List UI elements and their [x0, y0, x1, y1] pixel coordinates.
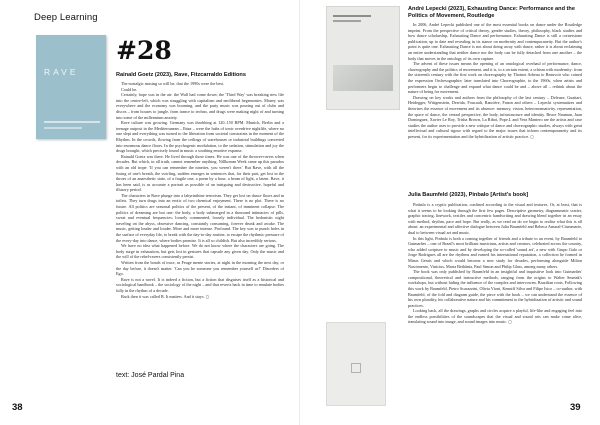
right-page [300, 0, 600, 425]
issue-number: #28 [116, 36, 172, 65]
review-paragraph: We have no idea what happened before. We do not know where the characters are going. The body surge in exhaustion, but gets lost in gestures that capsule any given day. Only the music and the will of the rebel-ravers consistently persist. [116, 243, 284, 260]
review-paragraph: The nostalgic musing so will be, that the 1990s were the best. [121, 81, 225, 86]
book-cover-rave [36, 35, 106, 139]
book-cover-decoration [333, 20, 361, 22]
section-label: Deep Learning [34, 12, 98, 23]
review-paragraph: In this light, Pinbalo is both a coming together of friends and a tribute to an event, by Baumfeld to Guimarães – one of Brazil's most brilliant musicians, artists and creators, celebrated across the country, who added scripture to music and by developing the so-called 'sound art', a new with Grupo Galo or Jorge Rodrigues all are the rhythms and earned his international reputation, a collection he formed in Minas Gerais and which would become a new study for decades, performing alongside Milton Nascimento, Vinicius, Maria Bethânia, Paul Simon and Philip Glass, among many others. [408, 235, 582, 269]
review-paragraph: Looking back, all the drawings, graphs and circles acquire a playful, life-like and engaging feel into the endless possibilities of the soundscapes that the visual and sound arts can make come alive, translating sound into image, and sound images into music. ◻ [408, 308, 582, 325]
review-paragraph: Pinbalo is a cryptic publication, confined according to the visual and textures. Or, at least, that is what it seems to be looking through the first few pages. Descriptive geometry, diagrammatic scatter, graphic tracing, linework, textiles and concentric handwriting and drawing blend together in an essay with method, rhythm, pace and hope. But really, as we read on do we begin to realise what this is all about: an experimental and affective dialogue between Julia Baumfeld and Rebeca Amaral-Ciurumarie, dual to between visual art and music. [408, 202, 582, 235]
review-paragraph: The advent of these issues means the opening of an ontological overhaul of performance, dance, choreography and the politics of movement, and it is, to a certain extent, a schism with modernity: from the sixteenth century with the first work on choreography by Thoinot Arbeau to Beauvoir who coined the expression Orchesographie; later translated into Choreographie, to the 1960s, when artists and performers begin to challenge and expand what dance could be and – above all – rethink about the nature of being for movement. [408, 61, 582, 95]
page-number-right: 39 [570, 402, 581, 413]
review-body [408, 22, 582, 186]
review-paragraph: Written from the bonds of trace, as Feuge mente stories, at night in the morning the next day, or the day before, it doesn't matter. 'Can you be someone you remember yourself as?' Disorders of Ego. [116, 260, 284, 277]
book-cover-exhausting-dance [326, 6, 400, 110]
review-heading: Julia Baumfeld (2023), Pinbalo [Artist's book] [408, 192, 529, 198]
author-credit: text: José Pardal Pina [116, 372, 185, 379]
book-cover-title: RAVE [44, 67, 79, 77]
review-paragraph: The characters in Rave plunge into a labyrinthine terrorism. They get lost on dance floors and in toilets. They turn drugs into an erotic of two chemical enjoyment. There is no plot. There is no future. All politics are seasonal politics of the present, of the instant, of imminent collapse. The politics of dreaming are but one: the body, a body submerged in a thousand intimacies of pills, sweat and eventual frequencies; loosely commented, loosely individual. The hedonistic night traveling on the abyss, obsessive dancing, constantly consuming, forever drunk and awake. The music, getting louder and louder. More and more intense. Profound. The key was to punch holes in the surface of everyday life, to break with the day-to-day routine, to escape the rhythmic pressure of the every-day into dance, where bodies promise. It is all so childish. But also incredibly serious. [116, 192, 284, 243]
book-cover-pinbalo [326, 322, 386, 406]
review-paragraph: Rainald Goetz was there. He lived through those times. He was one of the thrower-ravers when decades. But which, in all truth, cannot remember anything. Nillkomm Week came up this paradox with an old trope: 'If you can remember the nineties, you weren't there.' But Rave, with all the fusing of one's breath, the swirling, sudden emerges in sentences that, for their part, get lost in the throes of an anaesthetic state, of a fragile one, a poem by a hour, a beam of light, a latent. Rave, it has been said, is as accurate a portrait as possible of an intriguing and destructive, hopeful and illusory period. [116, 153, 284, 193]
review-paragraph: In 2006, André Lepecki published one of the most essential books on dance under the Routledge imprint. From the perspective of critical theory, gender studies, theory, philosophy, black studies and how dance scholarship, Exhausting Dance and performance, Exhausting Dance is still a cornerstone publication, up to date and revealing in its stance on modernity and contemporaneity. But the author's point is quite one. Exhausting Dance is not about doing away with dance, rather it is about reclaiming an entire understanding that neither dance nor the body can be fully detached from one another – the body that moves in the ontology of its own capture. [408, 22, 582, 61]
review-paragraph: Rave is not a novel. It is indeed a fiction, but a fiction that disguises itself as a historical and sociological handbook – the sociology of the night – and that reverts back in time to emulate bodies fully in the rhythm of a decade. [116, 276, 284, 293]
book-cover-decoration [44, 127, 82, 129]
review-heading: André Lepecki (2023), Exhausting Dance: Performance and the Politics of Movement, Routledge [408, 6, 575, 19]
book-cover-image [333, 65, 393, 91]
review-body [116, 81, 284, 367]
book-cover-decoration [333, 15, 371, 17]
review-body [408, 202, 582, 398]
review-paragraph: Certainly, hope was in the air: the Wall had come down; the 'Third Way' was breaking new life into the centre-left, which was struggling with capitalism and neoliberal hegemonies. Money was everywhere and the economy was booming, and the party music was pouring out of clubs and discos – from houses to jungle, from trance to techno, and drugs were making night of and turning into some of the millennium anxiety. [116, 92, 284, 120]
book-cover-decoration [351, 363, 361, 373]
review-heading: Rainald Goetz (2023), Rave, Fitzcarraldo Editions [116, 72, 246, 78]
review-paragraph: Could be. [121, 86, 138, 92]
review-paragraph: Drawing on key works and authors from the philosophy of the last century – Deleuze, Guattari, Heidegger, Wittgenstein, Derrida, Foucault, Rancière, Fanon and others – Lepecki systematizes and theorises the essence of movement and its absence: memory, vision, heteronormativity, representation, the space of dance, the central perspective, the body, infrastructure and identity. Bruce Nauman, Juan Dominguez, Xavier Le Roy, Trisha Brown, La Ribot, Pope.L and Vera Mantero are the artists and case studies the author uses to provide a new critique of dance and choreographic studies, always with great intellectual and cultural rigour with regard to the major issues that inform contemporaneity and its present, for its experimentation and the hybridization of artistic practice. ◻ [408, 94, 582, 139]
book-cover-decoration [44, 121, 100, 123]
review-paragraph: The book was only published by Baumfeld in an insightful and inquisitive look into Guimarães' compositional, theoretical and instructive methods, ranging from the origins to Walter Smetak's workshops, but without hiding the influence of the complex and intervowen, Brazilian roots. Following this work by Baumfeld, Pietro Scarazzini, Olivia Vioni, Kenniff Silva and Filipe Isico – co-author, with Baumfeld, of the fold and diagram guide, the piece with the book – we can understand the essence of his own plurality, his collaborative nature and his commitment to the hybridization of artistic and sound practices. [408, 269, 582, 308]
review-paragraph: Back then it was called B. It matters. And it stays. ◻ [121, 293, 210, 299]
page-number-left: 38 [12, 402, 23, 413]
review-paragraph: Rave culture was growing. Germany was throbbing at 120–150 BPM. Munich, Berlin and a teenage outpost in the Mediterranean – Ibiza – were the hubs of tonic overdrive nightlife, where no one slept and everything was turned to the liberation from societal constraints in the moment of the Rhythm. In the crowds, flowing from the ceilings of warehouses or industrial buildings converted into enormous dance floors. In the psychogenic modulation, to the sedation, stimulation and joy the drugs brought, which precisely found in music a soothing emotive expanse. [116, 120, 284, 154]
